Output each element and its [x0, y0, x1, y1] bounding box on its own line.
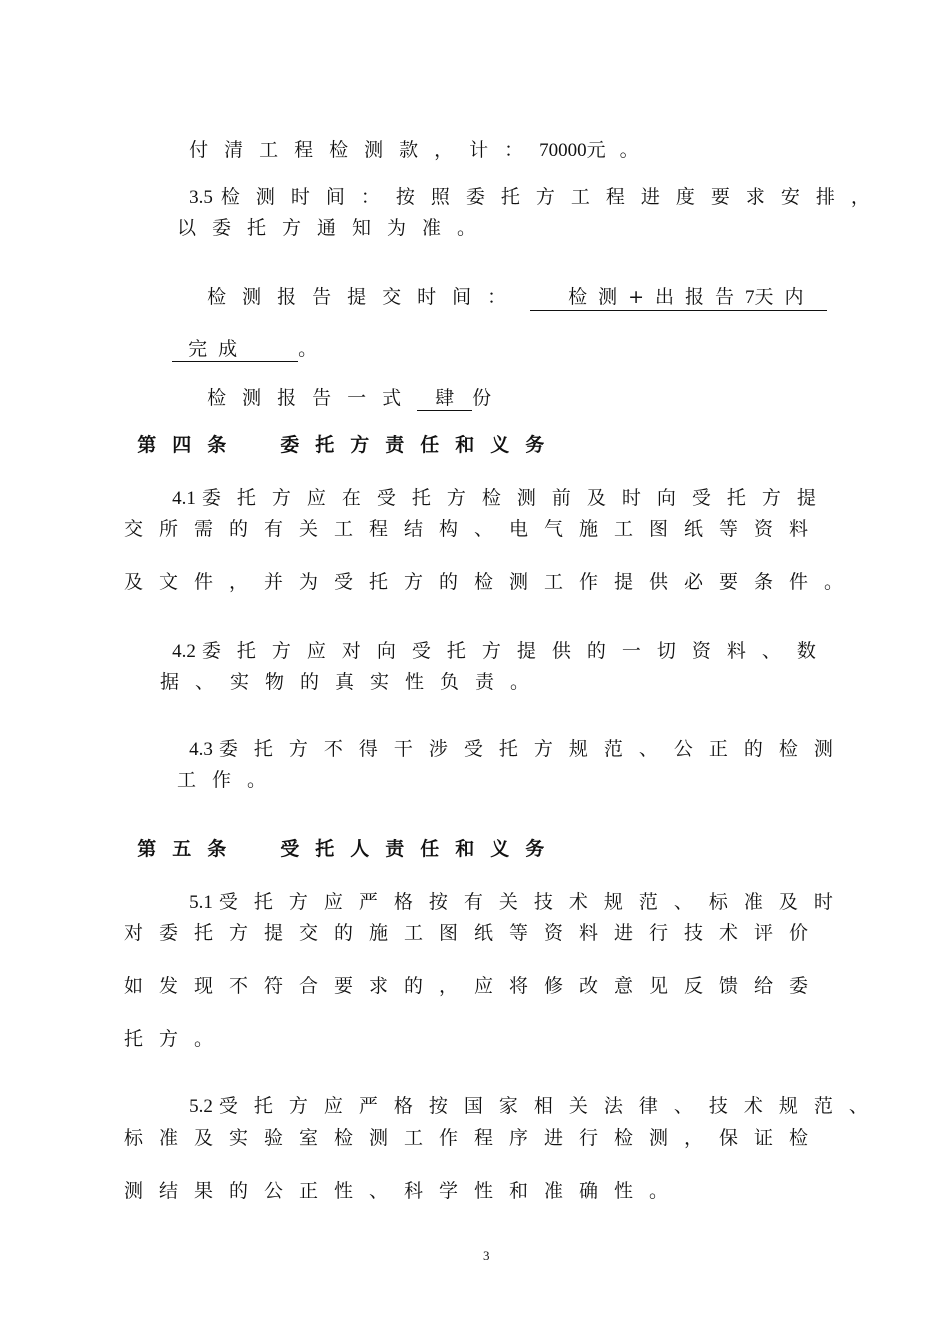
payment-amount: 70000 [539, 140, 587, 161]
section-5-heading [124, 816, 560, 860]
copies-value: 肆 [417, 387, 472, 411]
clause-5-2-line2: 标准及实验室检测工作程序进行检测，保证检 [124, 1127, 825, 1149]
report-time-value: 检测+出报告7天内 [530, 286, 826, 311]
section-5-number: 第五条 [137, 838, 243, 860]
copies-unit: 份 [472, 387, 492, 409]
clause-text: 检测时间：按照委托方工程进度要求安排， [220, 186, 886, 208]
copies-label: 检测报告一式 [207, 387, 418, 409]
report-time-line [195, 264, 827, 311]
section-4-number: 第四条 [137, 434, 243, 456]
payment-end: 。 [619, 139, 639, 161]
section-5-title: 受托人责任和义务 [280, 838, 561, 860]
clause-4-3-line1: 4.3 委托方不得干涉受托方规范、公正的检测 [189, 738, 849, 760]
report-time-label: 检测报告提交时间： [207, 286, 523, 308]
report-time-line2 [160, 316, 317, 362]
clause-4-1-line2: 交所需的有关工程结构、电气施工图纸等资料 [124, 518, 825, 540]
section-4-heading [124, 412, 560, 456]
report-time-value-cont: 完成 [172, 338, 298, 362]
clause-3-5-line1 [177, 164, 886, 209]
payment-unit: 元 [586, 139, 606, 161]
clause-4-3-line2: 工作。 [177, 769, 283, 791]
payment-text: 付清工程检测款，计： [189, 139, 540, 161]
report-time-end: 。 [298, 338, 318, 360]
clause-5-1-line3: 如发现不符合要求的，应将修改意见反馈给委 [124, 975, 825, 997]
clause-5-1-line4: 托方。 [124, 1028, 230, 1050]
clause-3-5-line2: 以委托方通知为准。 [177, 217, 493, 239]
clause-4-1-line3: 及文件，并为受托方的检测工作提供必要条件。 [124, 571, 860, 593]
clause-5-1-line1: 5.1 受托方应严格按有关技术规范、标准及时 [189, 891, 849, 913]
section-4-title: 委托方责任和义务 [280, 434, 561, 456]
page-number: 3 [483, 1248, 490, 1263]
clause-5-2-line1: 5.2 受托方应严格按国家相关法律、技术规范、 [189, 1095, 884, 1117]
clause-5-2-line3: 测结果的公正性、科学性和准确性。 [124, 1180, 685, 1202]
payment-line [177, 117, 639, 162]
clause-4-2-line2: 据、实物的真实性负责。 [160, 671, 546, 693]
clause-4-1-line1: 4.1 委托方应在受托方检测前及时向受托方提 [172, 487, 832, 509]
clause-4-2-line1: 4.2 委托方应对向受托方提供的一切资料、数 [172, 640, 832, 662]
copies-line [195, 365, 491, 411]
clause-5-1-line2: 对委托方提交的施工图纸等资料进行技术评价 [124, 922, 825, 944]
clause-number: 3.5 [189, 187, 213, 208]
